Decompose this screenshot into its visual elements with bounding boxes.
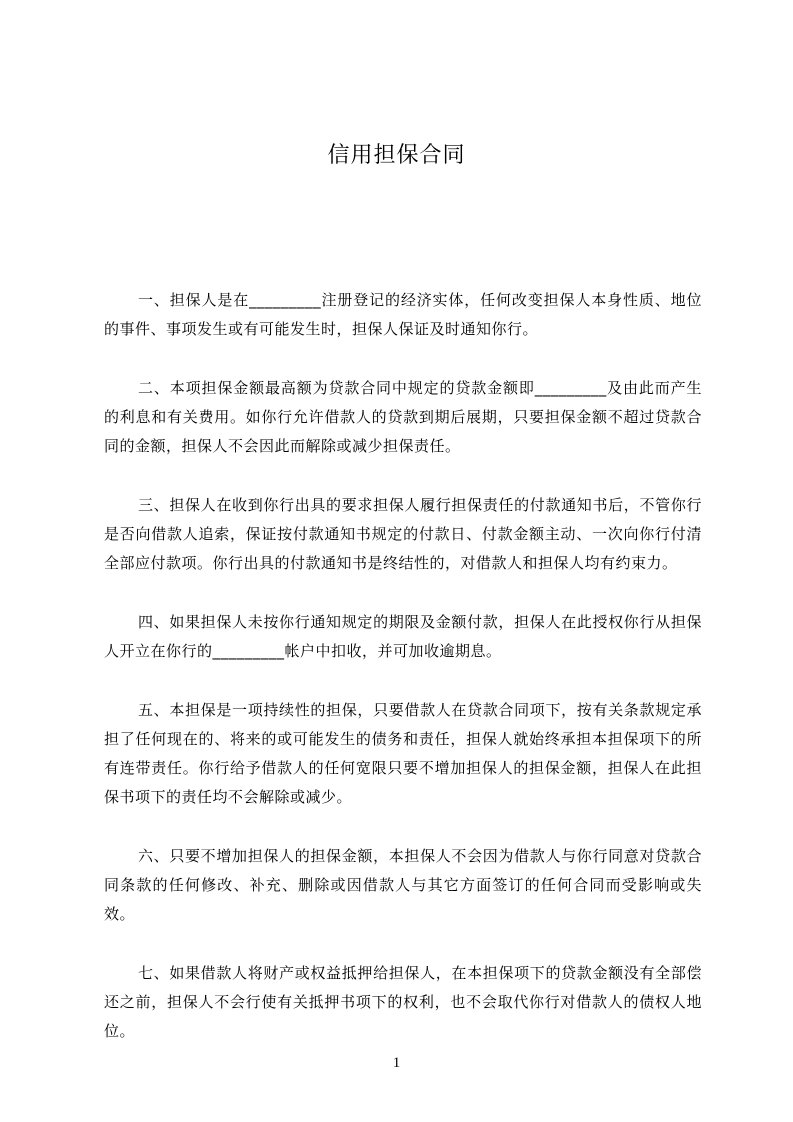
clause-6: 六、只要不增加担保人的担保金额，本担保人不会因为借款人与你行同意对贷款合同条款的任何修改、补充、删除或因借款人与其它方面签订的任何合同而受影响或失效。 [104, 847, 702, 923]
clause-3: 三、担保人在收到你行出具的要求担保人履行担保责任的付款通知书后，不管你行是否向借款人追索，保证按付款通知书规定的付款日、付款金额主动、一次向你行付清全部应付款项。你行出具的付款通知书是终结性的，对借款人和担保人均有约束力。 [104, 496, 702, 572]
clause-5: 五、本担保是一项持续性的担保，只要借款人在贷款合同项下，按有关条款规定承担了任何现在的、将来的或可能发生的债务和责任，担保人就始终承担本担保项下的所有连带责任。你行给予借款人的任何宽限只要不增加担保人的担保金额，担保人在此担保书项下的责任均不会解除或减少。 [104, 701, 702, 806]
clause-4: 四、如果担保人未按你行通知规定的期限及金额付款，担保人在此授权你行从担保人开立在你行的_________帐户中扣收，并可加收逾期息。 [104, 613, 702, 660]
clause-7: 七、如果借款人将财产或权益抵押给担保人，在本担保项下的贷款金额没有全部偿还之前，担保人不会行使有关抵押书项下的权利，也不会取代你行对借款人的债权人地位。 [104, 964, 702, 1040]
clause-2: 二、本项担保金额最高额为贷款合同中规定的贷款金额即_________及由此而产生的利息和有关费用。如你行允许借款人的贷款到期后展期，只要担保金额不超过贷款合同的金额，担保人不会因此而解除或减少担保责任。 [104, 379, 702, 455]
document-title: 信用担保合同 [327, 143, 466, 168]
document-body [104, 286, 702, 1076]
page-number: 1 [392, 1055, 401, 1071]
clause-1: 一、担保人是在_________注册登记的经济实体，任何改变担保人本身性质、地位的事件、事项发生或有可能发生时，担保人保证及时通知你行。 [104, 291, 702, 338]
